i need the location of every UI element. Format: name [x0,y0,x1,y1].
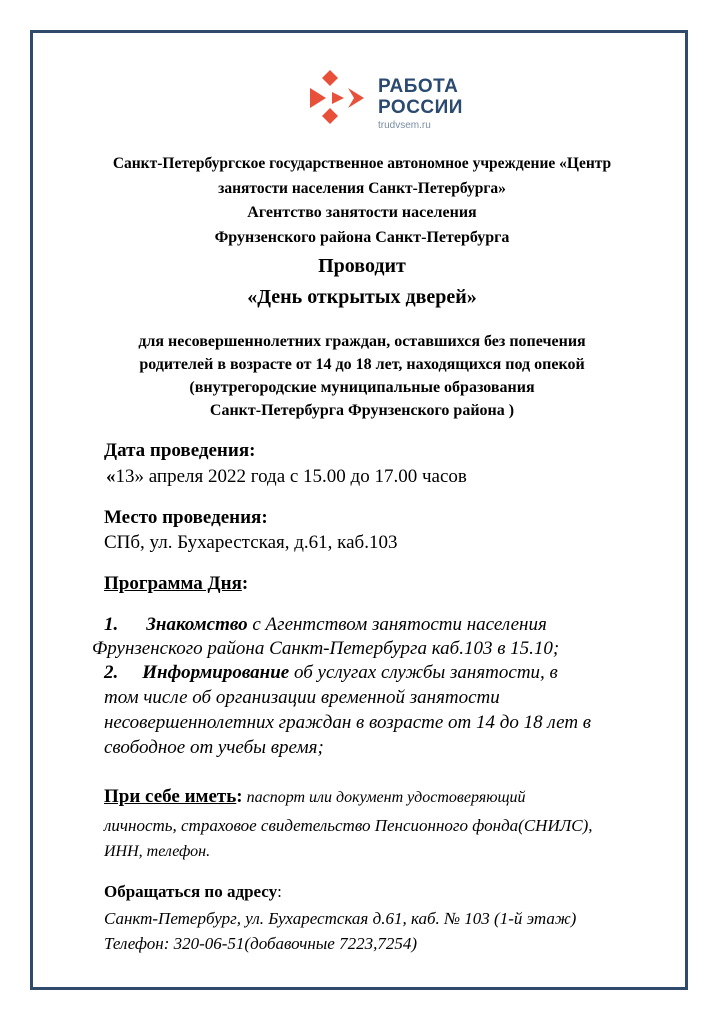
bring-line2: личность, страховое свидетельство Пенсионного фонда(СНИЛС), [104,816,593,835]
audience-line4: Санкт-Петербурга Фрунзенского района ) [209,402,515,419]
bring-colon: : [236,786,243,807]
program-label [104,573,248,595]
date-label: Дата проведения: [104,440,256,461]
item1-keyword: Знакомство [146,614,248,635]
item1-rest: с Агентством занятости населения [247,614,547,635]
program-item2-line3: несовершеннолетних граждан в возрасте от 14 до 18 лет в [104,712,592,733]
agency-line2: Фрунзенского района Санкт-Петербурга [214,229,510,246]
date-open-quote: « [106,466,116,487]
program-label-colon: : [241,573,249,594]
program-item1-line2: Фрунзенского района Санкт-Петербурга каб.103 в 15.10; [92,638,560,659]
date-text: 13» апреля 2022 года с 15.00 до 17.00 часов [115,466,467,487]
bring-line3: ИНН, телефон. [104,843,211,860]
program-item1-line1 [104,614,547,636]
org-line1: Санкт-Петербургское государственное автономное учреждение «Центр [112,155,612,172]
place-value: СПб, ул. Бухарестская, д.61, каб.103 [104,532,398,553]
item2-rest: об услугах службы занятости, в [289,662,558,683]
program-label-text: Программа Дня [104,573,242,594]
bring-line1 [104,786,526,808]
program-item2-line4: свободное от учебы время; [104,737,324,758]
bring-rest: паспорт или документ удостоверяющий [242,789,526,806]
event-title: «День открытых дверей» [247,286,477,308]
contact-colon: : [277,882,282,901]
agency-line1: Агентство занятости населения [247,204,477,221]
program-item2-line2: том числе об организации временной занятости [104,687,500,708]
contact-label-line [104,882,282,902]
item1-num: 1. [104,614,119,635]
contact-phone: Телефон: 320-06-51(добавочные 7223,7254) [104,934,417,953]
logo-line1: РАБОТА [378,76,459,97]
event-intro: Проводит [318,255,406,277]
date-value [106,466,467,488]
contact-label: Обращаться по адресу [104,882,278,901]
logo-site: trudvsem.ru [378,120,431,131]
bring-label: При себе иметь [104,786,237,807]
logo-arrows-icon [308,68,372,134]
logo-line2: РОССИИ [378,97,463,118]
contact-address: Санкт-Петербург, ул. Бухарестская д.61, каб. № 103 (1-й этаж) [104,909,577,928]
item2-keyword: Информирование [142,662,290,683]
audience-line3: (внутрегородские муниципальные образования [189,379,535,396]
place-label: Место проведения: [104,507,268,528]
program-item2-line1 [104,662,558,684]
audience-line1: для несовершеннолетних граждан, оставшихся без попечения [138,333,586,350]
rabota-rossii-logo [308,66,478,136]
audience-line2: родителей в возрасте от 14 до 18 лет, находящихся под опекой [139,356,585,373]
org-line2: занятости населения Санкт-Петербурга» [218,180,506,197]
item2-num: 2. [104,662,119,683]
